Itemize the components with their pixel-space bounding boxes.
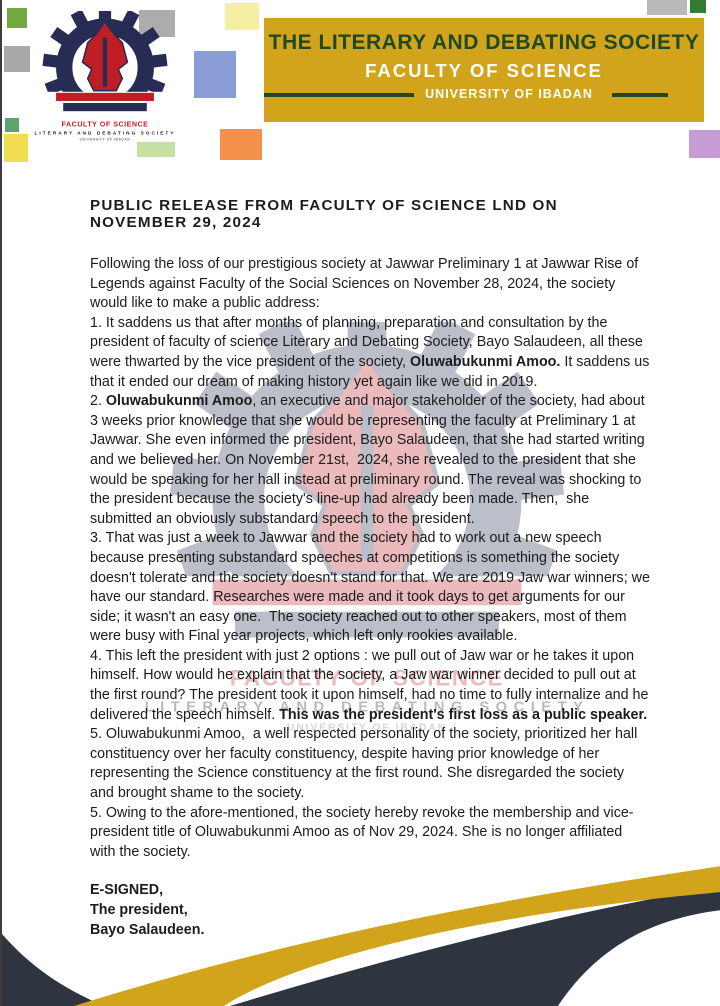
footer-corner-shape (2, 934, 104, 1006)
header-banner (264, 18, 704, 122)
decor-square (225, 3, 259, 30)
society-logo (2, 11, 208, 142)
footer-swoosh (2, 856, 720, 1006)
decor-square (220, 129, 262, 160)
decor-square (690, 0, 706, 13)
banner-institution: UNIVERSITY OF IBADAN (425, 87, 593, 101)
point-2-paragraph: 2. Oluwabukunmi Amoo, an executive and major stakeholder of the society, had about 3 weeks prior knowledge that she would be representing the faculty at Preliminary 1 at Jawwar. She even informed the president, Bayo Salaudeen, that she had started writing and we believed her. On November 21st, 2024, she revealed to the president that she would be speaking for her hall instead at preliminary round. The reveal was shocking to the president because the society's line-up had already been made. Then, she submitted an obviously substandard speech to the president. (90, 393, 653, 527)
point-6-paragraph: 5. Owing to the afore-mentioned, the society hereby revoke the membership and vice-president title of Oluwabukunmi Amoo as of Nov 29, 2024. She is no longer affiliated with the society. (90, 804, 634, 860)
banner-title: THE LITERARY AND DEBATING SOCIETY (268, 31, 700, 54)
signature-name: Bayo Salaudeen. (90, 922, 205, 939)
release-text (90, 255, 654, 862)
signature-role: The president, (90, 902, 188, 919)
document-title: PUBLIC RELEASE FROM FACULTY OF SCIENCE LND ON NOVEMBER 29, 2024 (90, 197, 558, 231)
banner-rule-right (612, 93, 668, 97)
decor-square (689, 130, 720, 158)
point-5-paragraph: 5. Oluwabukunmi Amoo, a well respected personality of the society, prioritized her hall constituency over her faculty constituency, despite having prior knowledge of her representing the Science constituency at the first round. She disregarded the society and brought shame to the society. (90, 726, 642, 802)
intro-paragraph: Following the loss of our prestigious society at Jawwar Preliminary 1 at Jawwar Rise of Legends against Faculty of the Social Sciences on November 28, 2024, the society would like to make a public address: (90, 256, 643, 312)
signature-esigned: E-SIGNED, (90, 882, 164, 899)
decor-square (647, 0, 687, 15)
point-3-paragraph: 3. That was just a week to Jawwar and the society had to work out a new speech because presenting substandard speeches at competitions is something the society doesn't tolerate and the society doesn't stand for that. We are 2019 Jaw war winners; we have our standard. Researches were made and it took days to get arguments for our side; it wasn't an easy one. The society reached out to other speakers, most of them were busy with Final year projects, which left only rookies available. (90, 530, 654, 645)
banner-subtitle: FACULTY OF SCIENCE (365, 60, 603, 81)
document-body (90, 197, 654, 940)
point-4-paragraph: 4. This left the president with just 2 options : we pull out of Jaw war or he takes it upon himself. How would he explain that the society, a Jaw war winner decided to pull out at the first round? The president took it upon himself, had no time to fully internalize and he delivered the speech himself. This was the president's first loss as a public speaker. (90, 647, 653, 723)
point-1-paragraph: 1. It saddens us that after months of planning, preparation and consultation by the president of faculty of science Literary and Debating Society, Bayo Salaudeen, all these were thwarted by the vice president of the society, Oluwabukunmi Amoo. It saddens us that it ended our dream of making history yet again like we did in 2019. (90, 314, 654, 390)
